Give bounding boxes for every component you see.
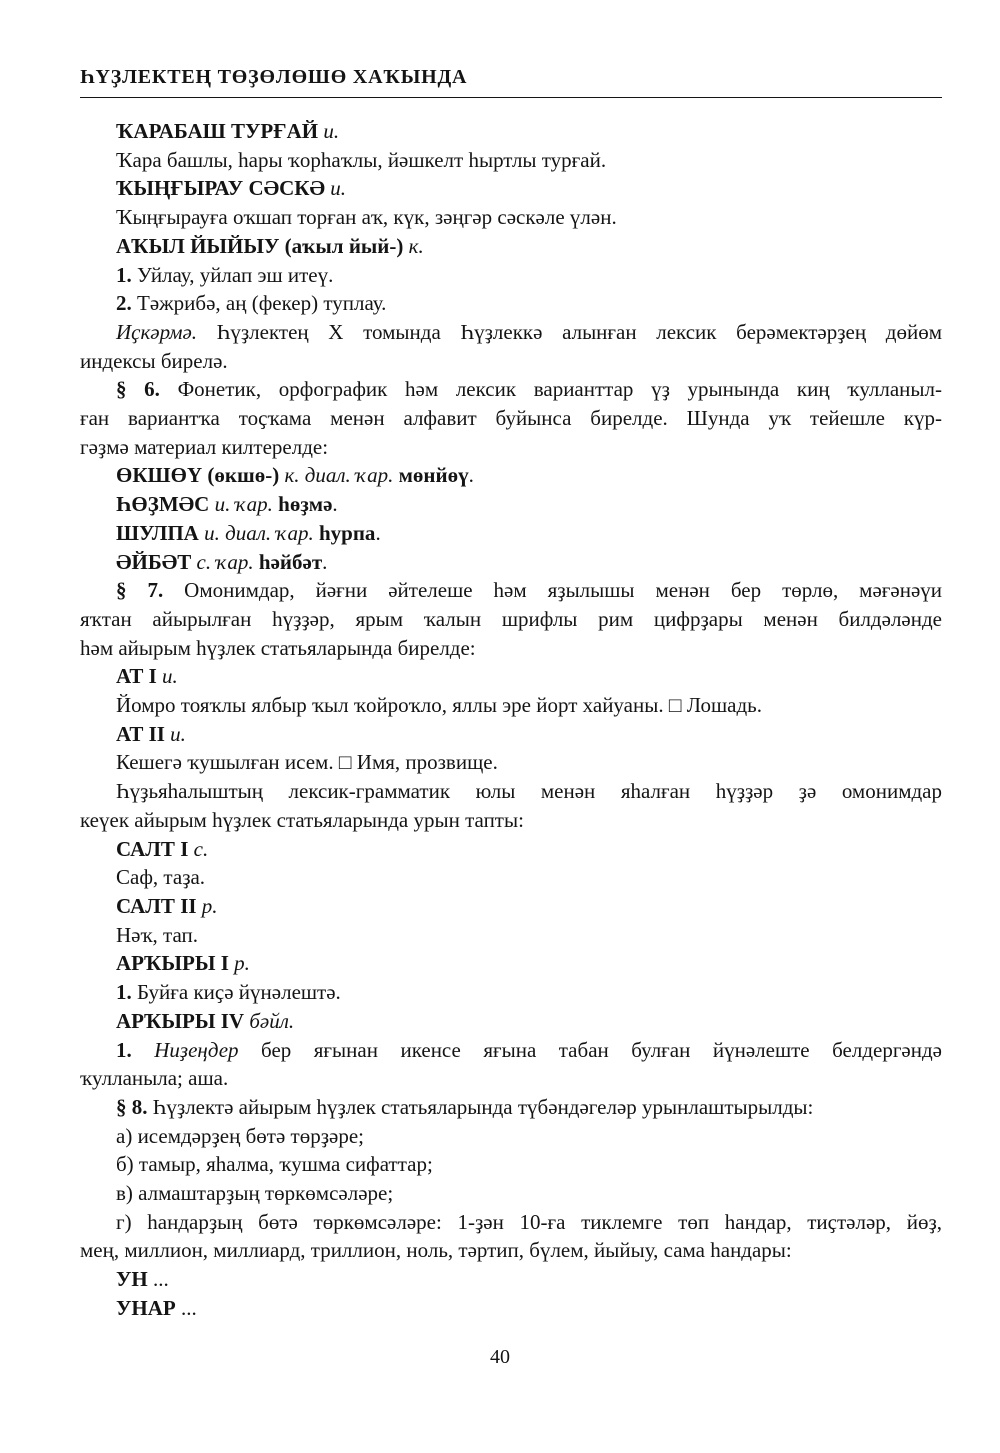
running-header: ҺҮҘЛЕКТЕҢ ТӨҘӨЛӨШӨ ХАҠЫНДА xyxy=(80,66,468,88)
italic-text: и. xyxy=(170,721,186,746)
text-line xyxy=(80,548,942,577)
text-run: Ҡара башлы, һары ҡорһаҡлы, йәшкелт һыртлы турғай. xyxy=(116,147,607,172)
text-line xyxy=(80,1036,942,1065)
text-run: Кешегә ҡушылған исем. □ Имя, прозвище. xyxy=(116,750,498,775)
italic-text: к. диал. ҡар. xyxy=(284,463,394,488)
text-run: Йомро тояҡлы ялбыр ҡыл ҡойроҡло, яллы эре йорт хайуаны. □ Лошадь. xyxy=(116,693,762,718)
bold-text: АРҠЫРЫ I xyxy=(116,951,229,976)
italic-text: и. xyxy=(162,664,178,689)
italic-text: и. xyxy=(323,119,340,143)
text-line xyxy=(80,892,942,921)
text-line xyxy=(80,1064,942,1093)
text-line xyxy=(80,978,942,1007)
text-line xyxy=(80,1093,942,1122)
italic-text: Иҫкәрмә. xyxy=(116,319,198,344)
bold-text: һәйбәт xyxy=(258,549,323,574)
text-run: Омонимдар, йәғни әйтелеше һәм яҙылышы менән бер төрлө, мәғәнәүи xyxy=(163,578,943,603)
text-run: б) тамыр, яһалма, ҡушма сифаттар; xyxy=(116,1152,433,1177)
text-run: Буйға киҫә йүнәлештә. xyxy=(131,980,341,1005)
text-run: Һүҙьяһалыштың лексик-грамматик юлы менән яһалған һүҙҙәр ҙә омонимдар xyxy=(116,779,942,804)
text-line xyxy=(80,720,942,749)
italic-text: р. xyxy=(201,893,218,918)
text-run: . xyxy=(375,520,381,545)
text-run: . xyxy=(468,463,474,488)
text-line xyxy=(80,662,942,691)
text-line xyxy=(80,605,942,634)
text-line xyxy=(80,835,942,864)
text-line xyxy=(80,519,942,548)
text-run: бер яғынан икенсе яғына табан булған йүнәлеште белдергәндә xyxy=(238,1037,942,1062)
text-line xyxy=(80,1265,942,1294)
bold-text: ҠЫҢҒЫРАУ СӘСКӘ xyxy=(116,176,326,201)
text-line xyxy=(80,461,942,490)
bold-text: ШУЛПА xyxy=(116,520,199,545)
bold-text: һөҙмә xyxy=(278,492,333,517)
text-line xyxy=(80,921,942,950)
page-number: 40 xyxy=(490,1346,510,1368)
text-line xyxy=(80,1208,942,1237)
text-run: Нәҡ, тап. xyxy=(116,922,198,947)
text-run: ... xyxy=(175,1295,197,1320)
text-run: кеүек айырым һүҙлек статьяларында урын тапты: xyxy=(80,807,524,832)
bold-text: АТ II xyxy=(116,721,165,746)
text-run: . xyxy=(322,549,328,574)
text-line xyxy=(80,232,942,261)
text-run: Тәжрибә, аң (фекер) туплау. xyxy=(131,291,387,316)
bold-text: § 6. xyxy=(116,377,160,402)
text-run: ҡулланыла; аша. xyxy=(80,1066,229,1091)
text-run: ған вариантҡа тоҫҡама менән алфавит буйынса бирелде. Шунда уҡ тейешле күр- xyxy=(80,406,942,431)
text-run: . xyxy=(332,492,338,517)
text-line xyxy=(80,174,942,203)
text-line xyxy=(80,490,942,519)
bold-text: ҺӨҘМӘС xyxy=(116,492,210,517)
text-run xyxy=(132,1038,155,1062)
text-run: г) һандарҙың бөтә төркөмсәләре: 1-ҙән 10-ға тиклемге төп һандар, тиҫтәләр, йөҙ, xyxy=(116,1209,942,1234)
italic-text: и. xyxy=(330,176,347,201)
bold-text: УНАР xyxy=(116,1295,176,1320)
text-run: в) алмаштарҙың төркөмсәләре; xyxy=(116,1181,394,1206)
bold-text: ӘЙБӘТ xyxy=(116,549,192,574)
text-line xyxy=(80,1294,942,1323)
text-line xyxy=(80,1236,942,1265)
text-line xyxy=(80,576,942,605)
text-line xyxy=(80,146,942,175)
bold-text: САЛТ II xyxy=(116,893,197,918)
bold-text: 2. xyxy=(116,291,132,316)
page-body xyxy=(80,117,942,1323)
text-run: Фонетик, орфографик һәм лексик варианттар үҙ урынында киң ҡулланыл- xyxy=(159,377,942,402)
italic-text: с. ҡар. xyxy=(196,549,254,574)
text-run: гәҙмә материал килтерелде: xyxy=(80,434,329,459)
bold-text: ӨКШӨҮ (өкшө-) xyxy=(116,463,280,488)
header-rule xyxy=(80,97,942,98)
text-run: Саф, таҙа. xyxy=(116,865,206,890)
text-line xyxy=(80,375,942,404)
text-run: Һүҙлектә айырым һүҙлек статьяларында түбәндәгеләр урынлаштырылды: xyxy=(147,1094,814,1119)
text-line xyxy=(80,1122,942,1151)
bold-text: § 8. xyxy=(116,1094,148,1119)
bold-text: 1. xyxy=(116,1037,132,1062)
text-line xyxy=(80,117,942,146)
text-line xyxy=(80,1150,942,1179)
bold-text: мөнйөү xyxy=(398,463,469,488)
bold-text: 1. xyxy=(116,262,132,287)
bold-text: САЛТ I xyxy=(116,836,189,861)
text-run: а) исемдәрҙең бөтә төрҙәре; xyxy=(116,1123,364,1148)
text-line xyxy=(80,1179,942,1208)
text-run: мең, миллион, миллиард, триллион, ноль, тәртип, бүлем, йыйыу, сама һандары: xyxy=(80,1238,792,1263)
bold-text: һурпа xyxy=(318,520,376,545)
bold-text: АТ I xyxy=(116,664,157,689)
text-line xyxy=(80,433,942,462)
italic-text: к. xyxy=(408,233,424,258)
bold-text: 1. xyxy=(116,980,132,1005)
text-line xyxy=(80,748,942,777)
italic-text: бәйл. xyxy=(249,1008,295,1033)
bold-text: § 7. xyxy=(116,578,164,603)
bold-text: АҠЫЛ ЙЫЙЫУ (аҡыл йый-) xyxy=(116,233,404,258)
bold-text: УН xyxy=(116,1267,148,1292)
italic-text: Ниҙеңдер xyxy=(154,1037,239,1062)
text-run: Ҡыңғырауға оҡшап торған аҡ, күк, зәңгәр сәскәле үлән. xyxy=(116,205,617,230)
italic-text: и. диал. ҡар. xyxy=(204,520,314,545)
text-line xyxy=(80,261,942,290)
text-run: Уйлау, уйлап эш итеү. xyxy=(131,262,334,287)
text-line xyxy=(80,404,942,433)
text-line xyxy=(80,203,942,232)
italic-text: и. ҡар. xyxy=(214,492,273,517)
text-line xyxy=(80,289,942,318)
text-run: индексы бирелә. xyxy=(80,348,228,373)
italic-text: р. xyxy=(234,951,250,976)
text-line xyxy=(80,318,942,347)
bold-text: АРҠЫРЫ IV xyxy=(116,1008,245,1033)
text-line xyxy=(80,806,942,835)
text-line xyxy=(80,634,942,663)
italic-text: с. xyxy=(193,836,209,861)
text-line xyxy=(80,1007,942,1036)
text-line xyxy=(80,863,942,892)
text-line xyxy=(80,347,942,376)
text-run: яҡтан айырылған һүҙҙәр, ярым ҡалын шрифлы рим цифрҙары менән билдәләнде xyxy=(80,606,942,631)
bold-text: ҠАРАБАШ ТУРҒАЙ xyxy=(116,119,319,143)
text-line xyxy=(80,777,942,806)
text-run: ... xyxy=(147,1267,169,1292)
text-line xyxy=(80,691,942,720)
text-run: Һүҙлектең X томында Һүҙлеккә алынған лексик берәмектәрҙең дөйөм xyxy=(197,319,942,344)
text-line xyxy=(80,949,942,978)
text-run: һәм айырым һүҙлек статьяларында бирелде: xyxy=(80,635,476,660)
